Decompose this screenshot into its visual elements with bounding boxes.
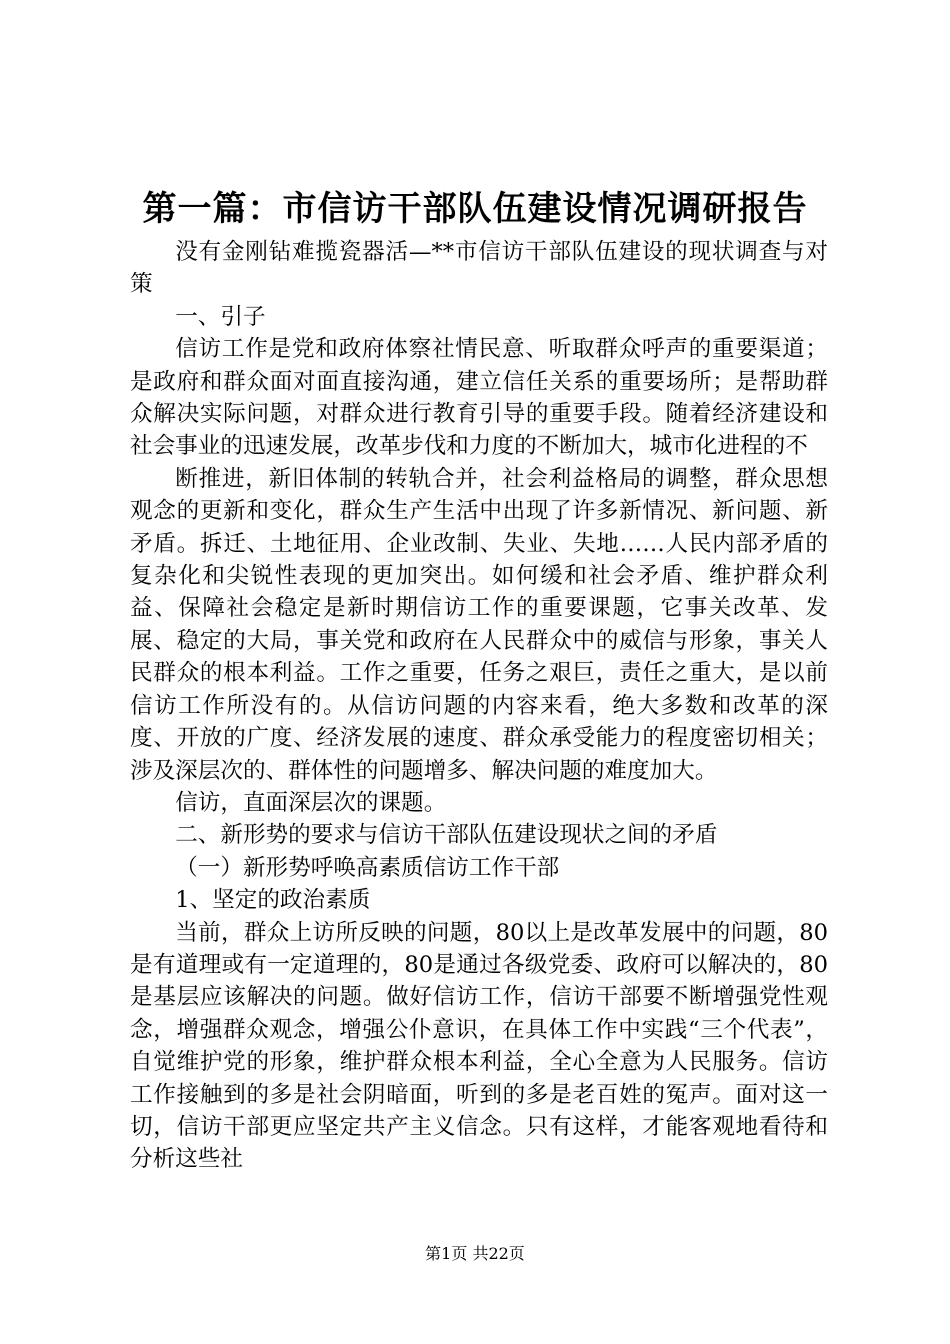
page-footer: 第1页 共22页 (425, 1244, 525, 1263)
body-paragraph: 信访工作是党和政府体察社情民意、听取群众呼声的重要渠道；是政府和群众面对面直接沟通，建立信任关系的重要场所；是帮助群众解决实际问题，对群众进行教育引导的重要手段。随着经济建设和社会事业的迅速发展，改革步伐和力度的不断加大，城市化进程的不 (130, 336, 828, 460)
document-title: 第一篇：市信访干部队伍建设情况调研报告 (142, 189, 808, 229)
document-body (130, 236, 828, 1176)
body-paragraph: 断推进，新旧体制的转轨合并，社会利益格局的调整，群众思想观念的更新和变化，群众生产生活中出现了许多新情况、新问题、新矛盾。拆迁、土地征用、企业改制、失业、失地……人民内部矛盾的复杂化和尖锐性表现的更加突出。如何缓和社会矛盾、维护群众利益、保障社会稳定是新时期信访工作的重要课题，它事关改革、发展、稳定的大局，事关党和政府在人民群众中的威信与形象，事关人民群众的根本利益。工作之重要，任务之艰巨，责任之重大，是以前信访工作所没有的。从信访问题的内容来看，绝大多数和改革的深度、开放的广度、经济发展的速度、群众承受能力的程度密切相关；涉及深层次的、群体性的问题增多、解决问题的难度加大。 (130, 465, 828, 784)
subtitle-paragraph: 没有金刚钻难揽瓷器活—**市信访干部队伍建设的现状调查与对策 (130, 239, 828, 298)
body-paragraph: 信访，直面深层次的课题。 (175, 789, 447, 816)
subsection-heading: （一）新形势呼唤高素质信访工作干部 (175, 854, 560, 881)
body-paragraph: 当前，群众上访所反映的问题，80以上是改革发展中的问题，80是有道理或有一定道理的，80是通过各级党委、政府可以解决的，80是基层应该解决的问题。做好信访工作，信访干部要不断增强党性观念，增强群众观念，增强公仆意识，在具体工作中实践“三个代表”，自觉维护党的形象，维护群众根本利益，全心全意为人民服务。信访工作接触到的多是社会阴暗面，听到的多是老百姓的冤声。面对这一切，信访干部更应坚定共产主义信念。只有这样，才能客观地看待和分析这些社 (130, 919, 828, 1173)
item-heading: 1、坚定的政治素质 (175, 887, 371, 914)
section-heading-contradiction: 二、新形势的要求与信访干部队伍建设现状之间的矛盾 (175, 822, 718, 849)
section-heading-intro: 一、引子 (175, 303, 266, 330)
